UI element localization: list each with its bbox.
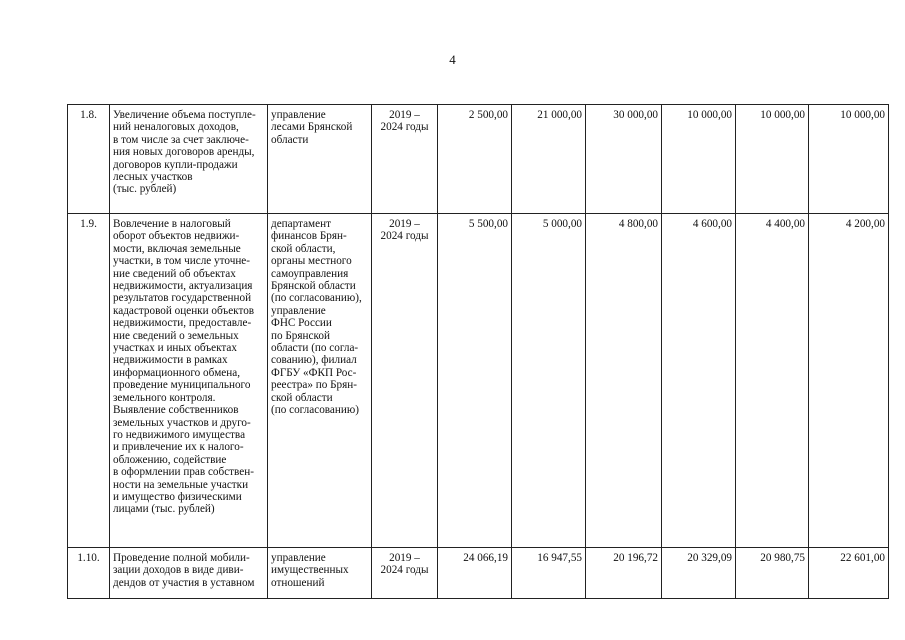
measure-description: Проведение полной мобили- зации доходов в виде диви- дендов от участия в уставном	[110, 548, 268, 599]
value-cell: 4 400,00	[736, 214, 809, 548]
value-cell: 5 000,00	[512, 214, 586, 548]
measure-description: Вовлечение в налоговый оборот объектов недвижи- мости, включая земельные участки, в том числе уточне- ние сведений об объектах недвижимости, актуализация результатов государственной кадастровой оценки объектов недвижимости, предоставле- ние сведений о земельных участках и иных объектах недвижимости в рамках информационного обмена, проведение муниципального земельного контроля. Выявление собственников земельных участков и друго- го недвижимого имущества и привлечение их к налого- обложению, содействие в оформлении прав собствен- ности на земельные участки и имущество физическими лицами (тыс. рублей)	[110, 214, 268, 548]
value-cell: 2 500,00	[438, 105, 512, 214]
value-cell: 16 947,55	[512, 548, 586, 599]
table-row	[68, 548, 889, 599]
value-cell: 4 800,00	[586, 214, 662, 548]
period: 2019 – 2024 годы	[372, 548, 438, 599]
responsible-body: управление лесами Брянской области	[268, 105, 372, 214]
value-cell: 21 000,00	[512, 105, 586, 214]
page-number: 4	[449, 52, 456, 67]
value-cell: 24 066,19	[438, 548, 512, 599]
value-cell: 20 196,72	[586, 548, 662, 599]
value-cell: 20 980,75	[736, 548, 809, 599]
row-number: 1.9.	[68, 214, 110, 548]
responsible-body: управление имущественных отношений	[268, 548, 372, 599]
period: 2019 – 2024 годы	[372, 105, 438, 214]
responsible-body: департамент финансов Брян- ской области, органы местного самоуправления Брянской области (по согласованию), управление ФНС России по Брянской области (по согла- сованию), филиал ФГБУ «ФКП Рос- реестра» по Брян- ской области (по согласованию)	[268, 214, 372, 548]
value-cell: 5 500,00	[438, 214, 512, 548]
value-cell: 10 000,00	[662, 105, 736, 214]
value-cell: 22 601,00	[809, 548, 889, 599]
period: 2019 – 2024 годы	[372, 214, 438, 548]
value-cell: 30 000,00	[586, 105, 662, 214]
measures-table	[67, 104, 889, 599]
table-row	[68, 105, 889, 214]
value-cell: 4 200,00	[809, 214, 889, 548]
row-number: 1.10.	[68, 548, 110, 599]
row-number: 1.8.	[68, 105, 110, 214]
value-cell: 10 000,00	[809, 105, 889, 214]
value-cell: 4 600,00	[662, 214, 736, 548]
value-cell: 20 329,09	[662, 548, 736, 599]
table-row	[68, 214, 889, 548]
measure-description: Увеличение объема поступле- ний неналоговых доходов, в том числе за счет заключе- ния новых договоров аренды, договоров купли-продажи лесных участков (тыс. рублей)	[110, 105, 268, 214]
value-cell: 10 000,00	[736, 105, 809, 214]
